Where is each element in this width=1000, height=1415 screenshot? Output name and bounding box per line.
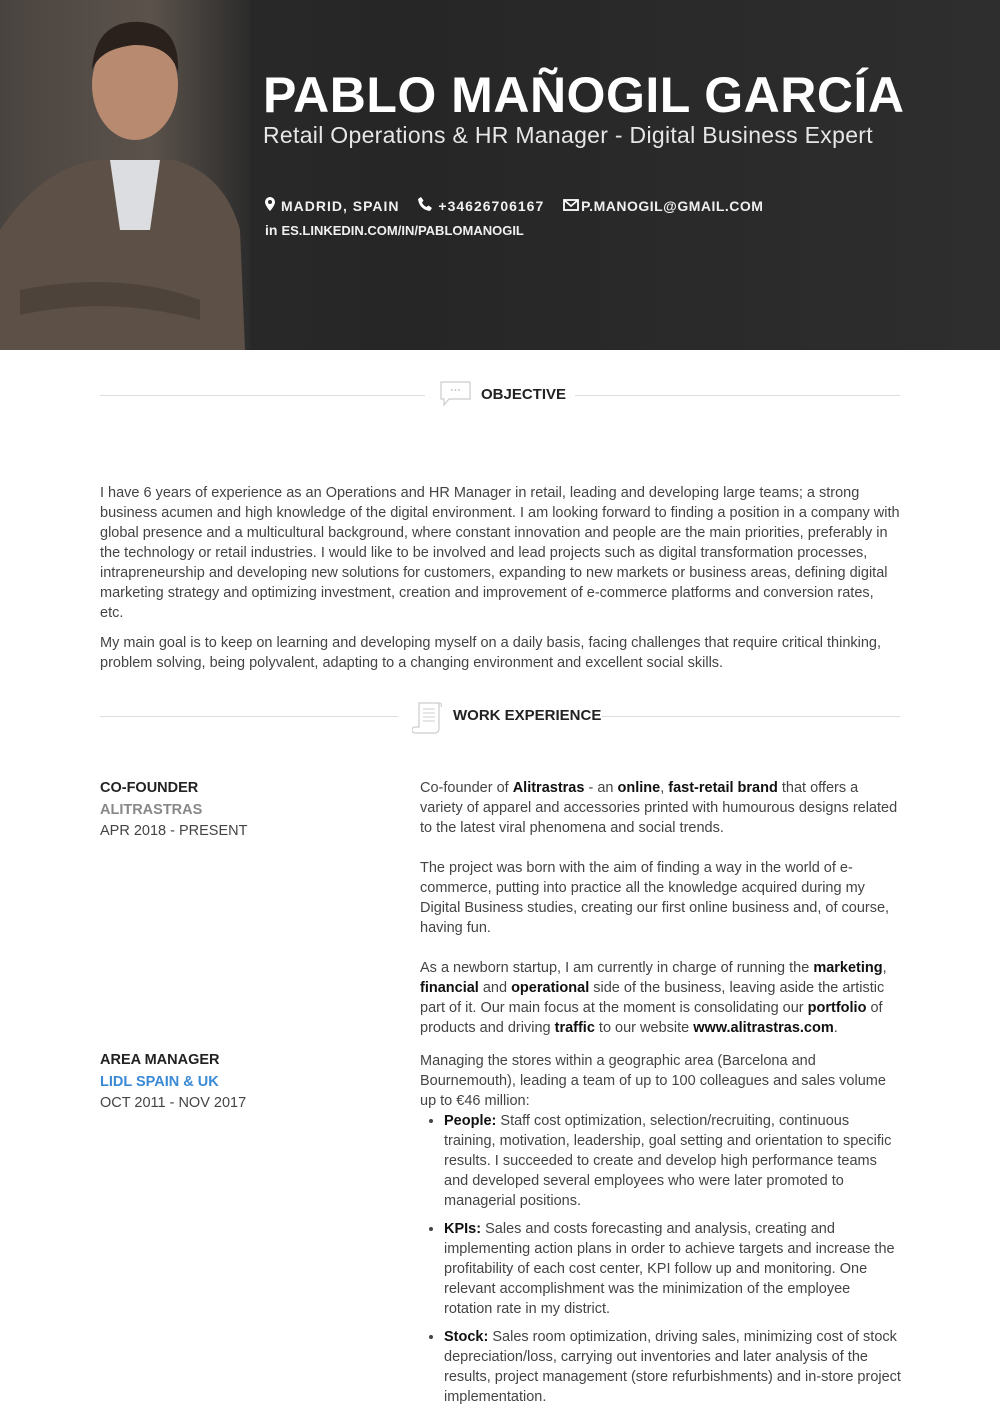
text-segment: - an [584,780,618,796]
text-segment: As a newborn startup, I am currently in charge of running the [420,960,814,976]
linkedin[interactable] [265,222,524,238]
responsibility-text: Staff cost optimization, selection/recruiting, continuous training, motivation, leadership, goal setting and orientation to specific results. I succeeded to create and develop high performance teams and developed several employees who were later promoted to managerial positions. [444,1113,892,1209]
highlight-text: online [617,780,661,796]
phone[interactable] [418,198,549,214]
highlight-text: traffic [554,1020,595,1036]
speech-bubble-icon [440,380,472,415]
email[interactable] [563,198,763,214]
text-segment: side of the business, leaving aside the artistic part of it. Our main focus at the moment is consolidating our [420,980,885,1016]
responsibility-item [444,1327,902,1407]
divider [602,716,900,717]
text-segment: , [660,780,669,796]
divider [575,395,900,396]
company-link[interactable]: LIDL SPAIN & UK [100,1073,219,1090]
text-segment: of products and driving [420,1000,883,1036]
location [265,198,404,214]
job-description-paragraph [420,778,902,838]
highlight-text: fast-retail brand [668,780,778,796]
responsibility-label: Stock: [444,1329,489,1345]
responsibility-label: People: [444,1113,497,1129]
job-summary [100,778,380,843]
responsibility-list [444,1111,902,1407]
text-segment: Co-founder of [420,780,513,796]
job-description [420,1051,902,1415]
objective-paragraph: I have 6 years of experience as an Operations and HR Manager in retail, leading and developing large teams; a strong business acumen and high knowledge of the digital environment. I am looking forward to finding a position in a company with global presence and a multicultural background, where constant innovation and people are the main priorities, preferably in the technology or retail industries. I would like to be involved and lead projects such as digital transformation processes, intrapreneurship and developing new solutions for customers, expanding to new markets or business areas, defining digital marketing strategy and optimizing investment, creation and improvement of e-commerce platforms and conversion rates, etc. [100,485,900,621]
job-summary [100,1050,380,1115]
highlight-text: marketing [813,960,883,976]
text-segment: , [882,960,887,976]
divider [100,716,398,717]
responsibility-text: Sales room optimization, driving sales, minimizing cost of stock depreciation/loss, carrying out inventories and later analysis of the results, project management (store refurbishments) and in-store project implementation. [444,1329,901,1405]
highlight-text: Alitrastras [512,780,585,796]
text-segment: that offers a variety of apparel and accessories printed with humourous designs related to the latest viral phenomena and social trends. [420,780,898,836]
responsibility-item [444,1111,902,1211]
divider [100,395,425,396]
email-text: P.MANOGIL@GMAIL.COM [581,198,764,214]
objective-paragraph: My main goal is to keep on learning and developing myself on a daily basis, facing challenges that require critical thinking, problem solving, being polyvalent, adapting to a changing environment and excellent social skills. [100,635,882,671]
map-pin-icon [265,197,275,214]
contact-info [265,197,777,214]
candidate-name: PABLO MAÑOGIL GARCÍA [263,67,905,123]
text-segment: The project was born with the aim of finding a way in the world of e-commerce, putting into practice all the knowledge acquired during my Digital Business studies, creating our first online business and, of course, having fun. [420,860,890,936]
work-experience-title: WORK EXPERIENCE [453,707,602,724]
text-segment: and [478,980,512,996]
profile-photo [0,0,250,350]
work-experience-section-header [100,701,900,731]
job-dates: APR 2018 - PRESENT [100,823,248,839]
text-segment: to our website [594,1020,694,1036]
job-title: AREA MANAGER [100,1052,220,1068]
responsibility-text: Sales and costs forecasting and analysis, creating and implementing action plans in order to achieve targets and increase the profitability of each cost center, KPI follow up and monitoring. One relevant accomplishment was the minimization of the employee rotation rate in my district. [444,1221,895,1317]
job-description-paragraph [420,958,902,1038]
responsibility-item [444,1219,902,1319]
envelope-icon [563,198,579,214]
job-title: CO-FOUNDER [100,780,199,796]
job-dates: OCT 2011 - NOV 2017 [100,1095,247,1111]
scroll-document-icon [412,701,442,740]
highlight-text: www.alitrastras.com [693,1020,834,1036]
phone-text: +34626706167 [438,198,545,214]
objective-title: OBJECTIVE [481,386,567,403]
job-description-paragraph [420,858,902,938]
linkedin-icon: in [265,222,278,238]
highlight-text: portfolio [807,1000,867,1016]
location-text: MADRID, SPAIN [281,198,400,214]
phone-icon [418,197,432,214]
candidate-headline: Retail Operations & HR Manager - Digital Business Expert [263,122,873,148]
resume-header [0,0,1000,350]
job-intro: Managing the stores within a geographic area (Barcelona and Bournemouth), leading a team of up to 100 colleagues and sales volume up to €46 million: [420,1053,886,1109]
text-segment: . [833,1020,838,1036]
responsibility-label: KPIs: [444,1221,482,1237]
highlight-text: operational [511,980,590,996]
linkedin-url[interactable]: ES.LINKEDIN.COM/IN/PABLOMANOGIL [281,223,524,238]
job-description [420,778,902,1058]
company-name: ALITRASTRAS [100,801,203,818]
objective-section-header [100,380,900,410]
highlight-text: financial [420,980,479,996]
